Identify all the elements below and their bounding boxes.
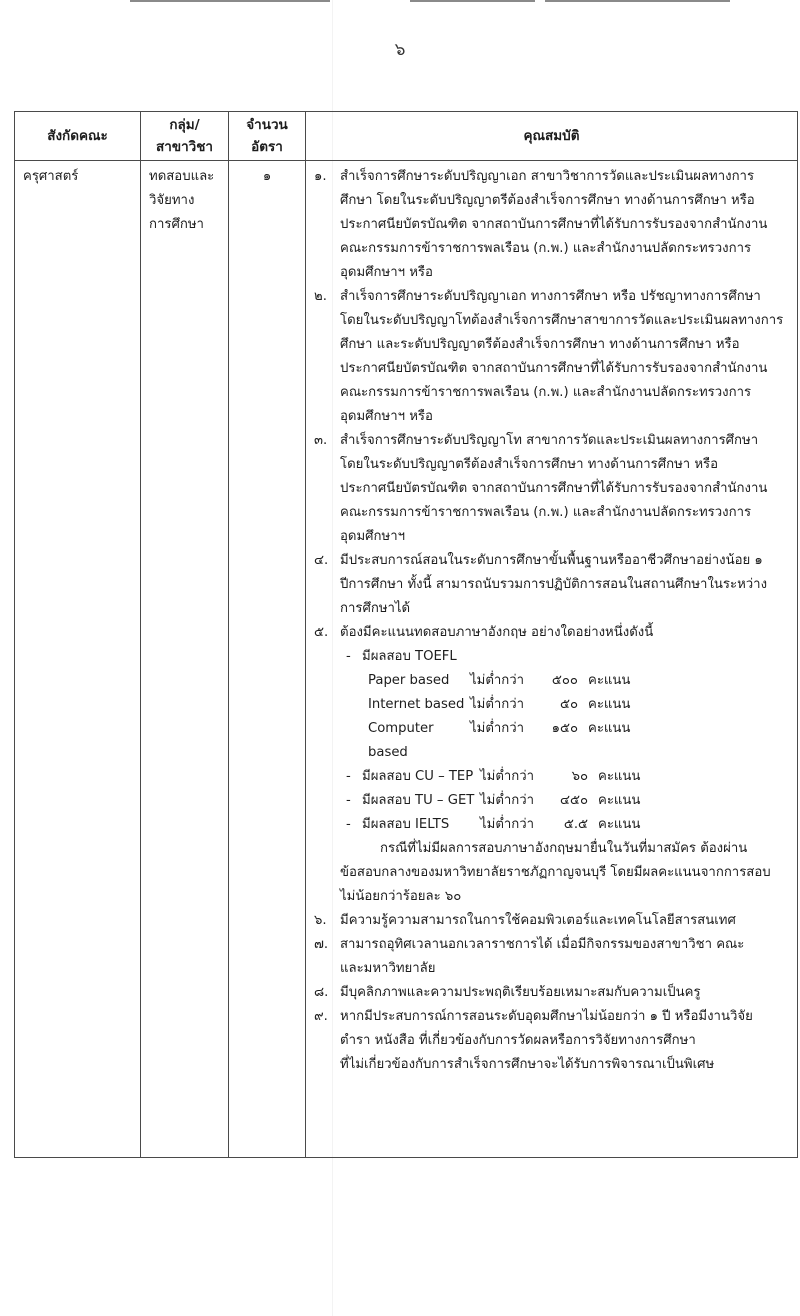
qualification-item: ๖. มีความรู้ความสามารถในการใช้คอมพิวเตอร์และเทคโนโลยีสารสนเทศ — [314, 913, 736, 928]
qualification-item: ๑. สำเร็จการศึกษาระดับปริญญาเอก สาขาวิชาการวัดและประเมินผลทางการ ศึกษา โดยในระดับปริญญาตรีต้องสำเร็จการศึกษา ทางด้านการศึกษา หรือ ประกาศนียบัตรบัณฑิต จากสถาบันการศึกษาที่ได้รับการรับรองจากสำนักงาน คณะกรรมการข้าราชการพลเรือน (ก.พ.) และสำนักงานปลัดกระทรวงการ อุดมศึกษาฯ หรือ — [314, 169, 768, 280]
english-test-row: - มีผลสอบ CU – TEP ไม่ต่ำกว่า ๖๐ คะแนน — [346, 769, 641, 784]
toefl-row: Paper based ไม่ต่ำกว่า ๕๐๐ คะแนน — [368, 673, 631, 688]
cell-faculty: ครุศาสตร์ — [15, 161, 141, 1158]
cell-qualifications — [306, 161, 798, 1158]
cell-group: ทดสอบและ วิจัยทาง การศึกษา — [141, 161, 229, 1158]
qualification-item: ๙. หากมีประสบการณ์การสอนระดับอุดมศึกษาไม่น้อยกว่า ๑ ปี หรือมีงานวิจัย ตำรา หนังสือ ที่เกี่ยวข้องกับการวัดผลหรือการวิจัยทางการศึกษา ที่ไม่เกี่ยวข้องกับการสำเร็จการศึกษาจะได้รับการพิจารณาเป็นพิเศษ — [314, 1009, 753, 1072]
header-faculty: สังกัดคณะ — [15, 112, 141, 161]
toefl-row: Computer based ไม่ต่ำกว่า ๑๕๐ คะแนน — [368, 721, 631, 760]
toefl-heading: - มีผลสอบ TOEFL — [346, 649, 457, 664]
table-row — [15, 161, 798, 1158]
cell-count: ๑ — [229, 161, 306, 1158]
header-count: จำนวน อัตรา — [229, 112, 306, 161]
qualification-item: ๗. สามารถอุทิศเวลานอกเวลาราชการได้ เมื่อมีกิจกรรมของสาขาวิชา คณะ และมหาวิทยาลัย — [314, 937, 745, 976]
english-test-row: - มีผลสอบ IELTS ไม่ต่ำกว่า ๕.๕ คะแนน — [346, 817, 641, 832]
qualification-item: ๒. สำเร็จการศึกษาระดับปริญญาเอก ทางการศึกษา หรือ ปรัชญาทางการศึกษา โดยในระดับปริญญาโทต้องสำเร็จการศึกษาสาขาการวัดและประเมินผลทางการ ศึกษา และระดับปริญญาตรีต้องสำเร็จการศึกษา ทางด้านการศึกษา หรือ ประกาศนียบัตรบัณฑิต จากสถาบันการศึกษาที่ได้รับการรับรองจากสำนักงาน คณะกรรมการข้าราชการพลเรือน (ก.พ.) และสำนักงานปลัดกระทรวงการ อุดมศึกษาฯ หรือ — [314, 289, 784, 424]
qualification-item: ๘. มีบุคลิกภาพและความประพฤติเรียบร้อยเหมาะสมกับความเป็นครู — [314, 985, 701, 1000]
qualification-item: ๔. มีประสบการณ์สอนในระดับการศึกษาขั้นพื้นฐานหรืออาชีวศึกษาอย่างน้อย ๑ ปีการศึกษา ทั้งนี้ สามารถนับรวมการปฏิบัติการสอนในสถานศึกษาในระหว่าง การศึกษาได้ — [314, 553, 768, 616]
english-note: กรณีที่ไม่มีผลการสอบภาษาอังกฤษมายื่นในวันที่มาสมัคร ต้องผ่าน ข้อสอบกลางของมหาวิทยาลัยราชภัฏกาญจนบุรี โดยมีผลคะแนนจากการสอบ ไม่น้อยกว่าร้อยละ ๖๐ — [340, 841, 771, 904]
toefl-row: Internet based ไม่ต่ำกว่า ๕๐ คะแนน — [368, 697, 631, 712]
table-header-row — [15, 112, 798, 161]
qualifications-table — [14, 111, 798, 1158]
qualification-list — [306, 161, 797, 1077]
page-number: ๖ — [394, 40, 406, 60]
header-group: กลุ่ม/ สาขาวิชา — [141, 112, 229, 161]
header-qualifications: คุณสมบัติ — [306, 112, 798, 161]
qualification-item: ๓. สำเร็จการศึกษาระดับปริญญาโท สาขาการวัดและประเมินผลทางการศึกษา โดยในระดับปริญญาตรีต้องสำเร็จการศึกษา ทางด้านการศึกษา หรือ ประกาศนียบัตรบัณฑิต จากสถาบันการศึกษาที่ได้รับการรับรองจากสำนักงาน คณะกรรมการข้าราชการพลเรือน (ก.พ.) และสำนักงานปลัดกระทรวงการ อุดมศึกษาฯ — [314, 433, 768, 544]
qualification-item: ๕. ต้องมีคะแนนทดสอบภาษาอังกฤษ อย่างใดอย่างหนึ่งดังนี้ - มีผลสอบ TOEFL Paper based ไม่ต่ำกว่า ๕๐๐ คะแนน Internet based ไม่ต่ำกว่า ๕๐ คะแนน Computer based ไม่ต่ำกว่า ๑๕๐ คะแนน - มีผลสอบ CU – TEP ไม่ต่ำกว่า ๖๐ คะแนน - มีผลสอบ TU – GET ไม่ต่ำกว่า ๔๕๐ คะแนน - มีผลสอบ IELTS ไม่ต่ำกว่า ๕.๕ คะแนน กรณีที่ไม่มีผลการสอบภาษาอังกฤษมายื่นในวันที่มาสมัคร ต้องผ่าน ข้อสอบกลางของมหาวิทยาลัยราชภัฏกาญจนบุรี โดยมีผลคะแนนจากการสอบ ไม่น้อยกว่าร้อยละ ๖๐ — [314, 621, 787, 909]
scan-edge-artifact — [0, 0, 800, 3]
english-test-list — [340, 645, 787, 837]
english-test-row: - มีผลสอบ TU – GET ไม่ต่ำกว่า ๔๕๐ คะแนน — [346, 793, 641, 808]
